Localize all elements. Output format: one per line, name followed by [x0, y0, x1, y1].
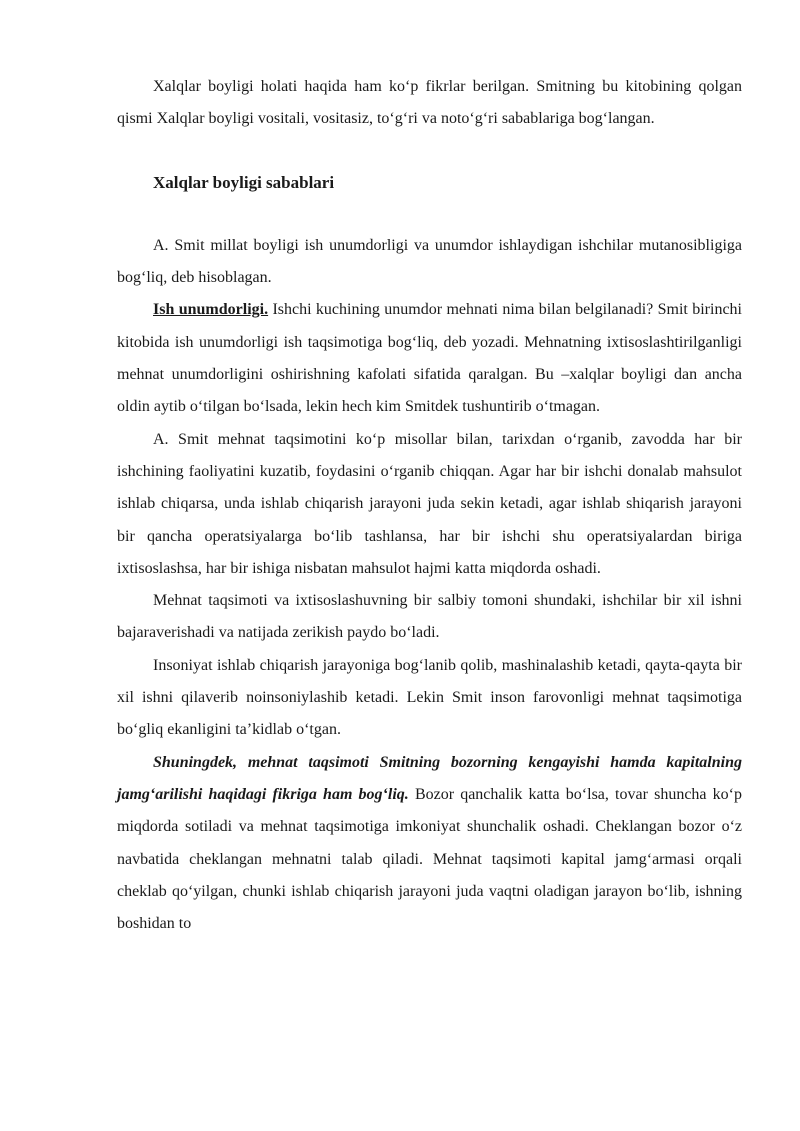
paragraph-humanity: Insoniyat ishlab chiqarish jarayoniga bog‘lanib qolib, mashinalashib ketadi, qayta-qayta bir xil ishni qilaverib noinsoniylashib ketadi. Lekin Smit inson farovonligi mehnat taqsimotiga bo‘gliq ekanligini ta’kidlab o‘tgan.: [117, 656, 742, 739]
paragraph-market: [117, 747, 742, 941]
productivity-term: Ish unumdorligi.: [153, 301, 269, 319]
productivity-text: Ishchi kuchining unumdor mehnati nima bilan belgilanadi? Smit birinchi kitobida ish unumdorligi ish taqsimotiga bog‘liq, deb yozadi. Mehnatning ixtisoslashtirilganligi mehnat unumdorligini oshirishning kafolati sifatida qaralgan. Bu –xalqlar boyligi dan ancha oldin aytib o‘tilgan bo‘lsada, lekin hech kim Smitdek tushuntirib o‘tmagan.: [117, 301, 743, 416]
document-body: [117, 71, 742, 940]
paragraph-negative-side: Mehnat taqsimoti va ixtisoslashuvning bir salbiy tomoni shundaki, ishchilar bir xil ishni bajaraverishadi va natijada zerikish paydo bo‘ladi.: [117, 592, 742, 642]
paragraph-productivity: [117, 294, 742, 423]
market-text: Bozor qanchalik katta bo‘lsa, tovar shuncha ko‘p miqdorda sotiladi va mehnat taqsimotiga imkoniyat shunchalik oshadi. Cheklangan bozor o‘z navbatida cheklangan mehnatni talab qiladi. Mehnat taqsimoti kapital jamg‘armasi orqali cheklab qo‘yilgan, chunki ishlab chiqarish jarayoni juda vaqtni oladigan jarayon bo‘lib, ishning boshidan to: [117, 785, 742, 933]
paragraph-smit-wealth: A. Smit millat boyligi ish unumdorligi va unumdor ishlaydigan ishchilar mutanosibligiga bog‘liq, deb hisoblagan.: [117, 236, 742, 287]
section-heading: Xalqlar boyligi sabablari: [153, 172, 335, 192]
paragraph-division-of-labor: A. Smit mehnat taqsimotini ko‘p misollar bilan, tarixdan o‘rganib, zavodda har bir ishchining faoliyatini kuzatib, foydasini o‘rganib chiqqan. Agar har bir ishchi donalab mahsulot ishlab chiqarsa, unda ishlab chiqarish jarayoni juda sekin ketadi, agar ishlab shiqarish jarayoni bir qancha operatsiyalarga bo‘lib tashlansa, har bir ishchi shu operatsiyalardan biriga ixtisoslashsa, har bir ishiga nisbatan mahsulot hajmi katta miqdorda oshadi.: [117, 430, 742, 577]
market-emphasis: Shuningdek, mehnat taqsimoti Smitning bozorning kengayishi hamda kapitalning jamg‘arilishi haqidagi fikriga ham bog‘liq.: [117, 753, 742, 803]
paragraph-intro: Xalqlar boyligi holati haqida ham ko‘p fikrlar berilgan. Smitning bu kitobining qolgan qismi Xalqlar boyligi vositali, vositasiz, to‘g‘ri va noto‘g‘ri sabablariga bog‘langan.: [117, 78, 742, 128]
